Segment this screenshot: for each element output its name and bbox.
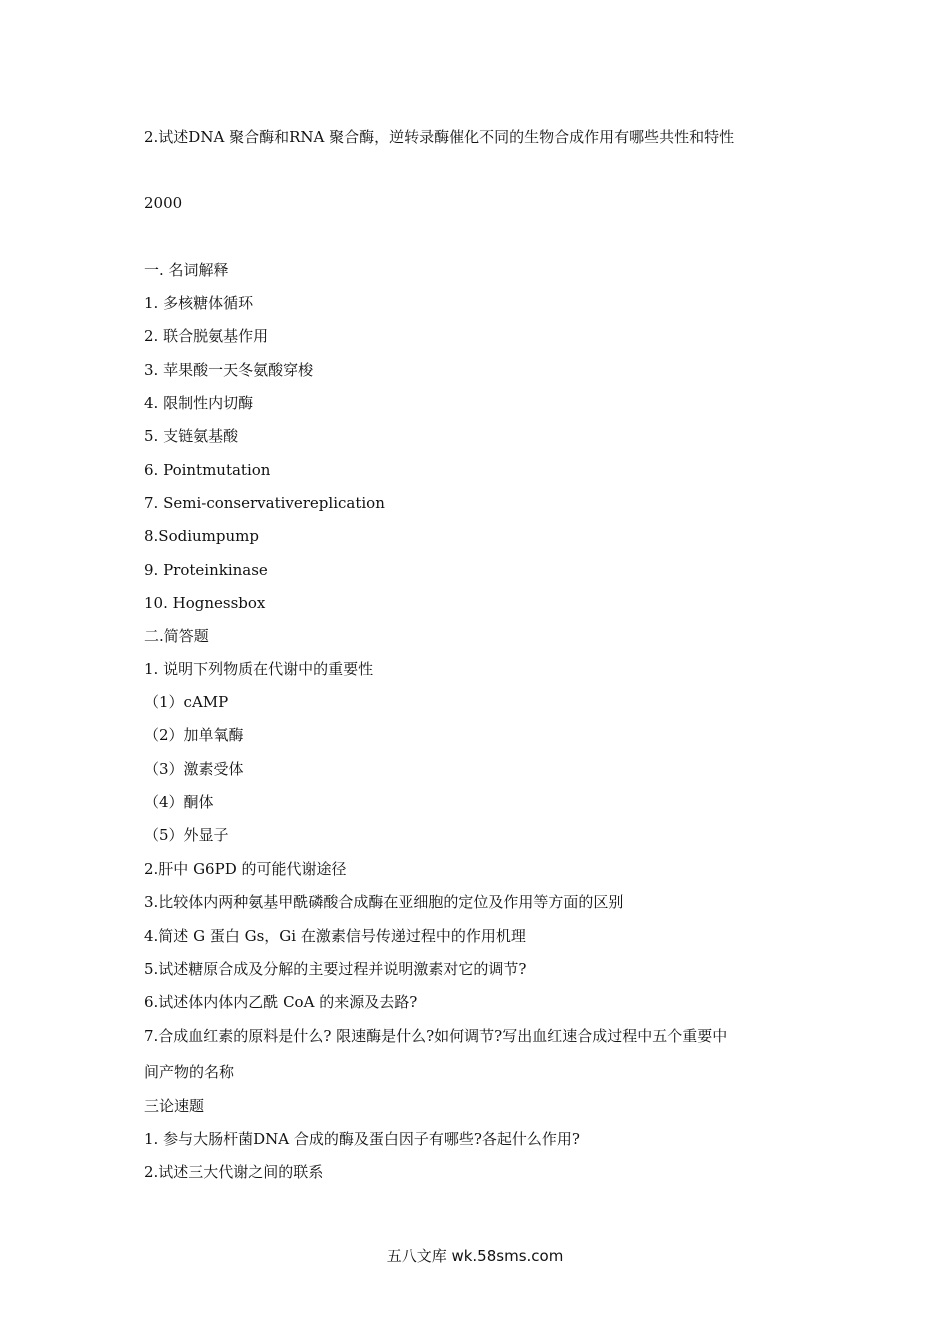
list-item: 8.Sodiumpump <box>144 527 259 545</box>
year-heading: 2000 <box>144 194 183 212</box>
list-item-continuation: 间产物的名称 <box>144 1063 235 1081</box>
list-item: 5.试述糖原合成及分解的主要过程并说明激素对它的调节? <box>144 960 527 978</box>
section-heading: 一. 名词解释 <box>144 261 229 279</box>
sub-item: （1）cAMP <box>144 693 229 711</box>
list-item: 7. Semi-conservativereplication <box>144 494 385 512</box>
list-item: 2.肝中 G6PD 的可能代谢途径 <box>144 860 347 878</box>
list-item: 10. Hognessbox <box>144 594 266 612</box>
sub-item: （4）酮体 <box>144 793 214 811</box>
list-item: 4. 限制性内切酶 <box>144 394 254 412</box>
list-item: 1. 参与大肠杆菌DNA 合成的酶及蛋白因子有哪些?各起什么作用? <box>144 1130 580 1148</box>
list-item: 6.试述体内体内乙酰 CoA 的来源及去路? <box>144 993 418 1011</box>
section-heading: 三论速题 <box>144 1097 205 1115</box>
question-line: 2.试述DNA 聚合酶和RNA 聚合酶，逆转录酶催化不同的生物合成作用有哪些共性和特性 <box>144 128 735 146</box>
section-heading: 二.简答题 <box>144 627 209 645</box>
list-item: 2. 联合脱氨基作用 <box>144 327 269 345</box>
list-item: 1. 说明下列物质在代谢中的重要性 <box>144 660 374 678</box>
list-item: 2.试述三大代谢之间的联系 <box>144 1163 324 1181</box>
sub-item: （3）激素受体 <box>144 760 244 778</box>
list-item: 7.合成血红素的原料是什么? 限速酶是什么?如何调节?写出血红速合成过程中五个重要中 <box>144 1027 728 1045</box>
sub-item: （2）加单氧酶 <box>144 726 244 744</box>
list-item: 3. 苹果酸一天冬氨酸穿梭 <box>144 361 314 379</box>
list-item: 6. Pointmutation <box>144 461 271 479</box>
list-item: 4.简述 G 蛋白 Gs，Gi 在激素信号传递过程中的作用机理 <box>144 927 526 945</box>
list-item: 1. 多核糖体循环 <box>144 294 254 312</box>
sub-item: （5）外显子 <box>144 826 229 844</box>
list-item: 5. 支链氨基酸 <box>144 427 239 445</box>
list-item: 9. Proteinkinase <box>144 561 268 579</box>
footer-watermark: 五八文库 wk.58sms.com <box>386 1247 564 1265</box>
list-item: 3.比较体内两种氨基甲酰磷酸合成酶在亚细胞的定位及作用等方面的区别 <box>144 893 624 911</box>
